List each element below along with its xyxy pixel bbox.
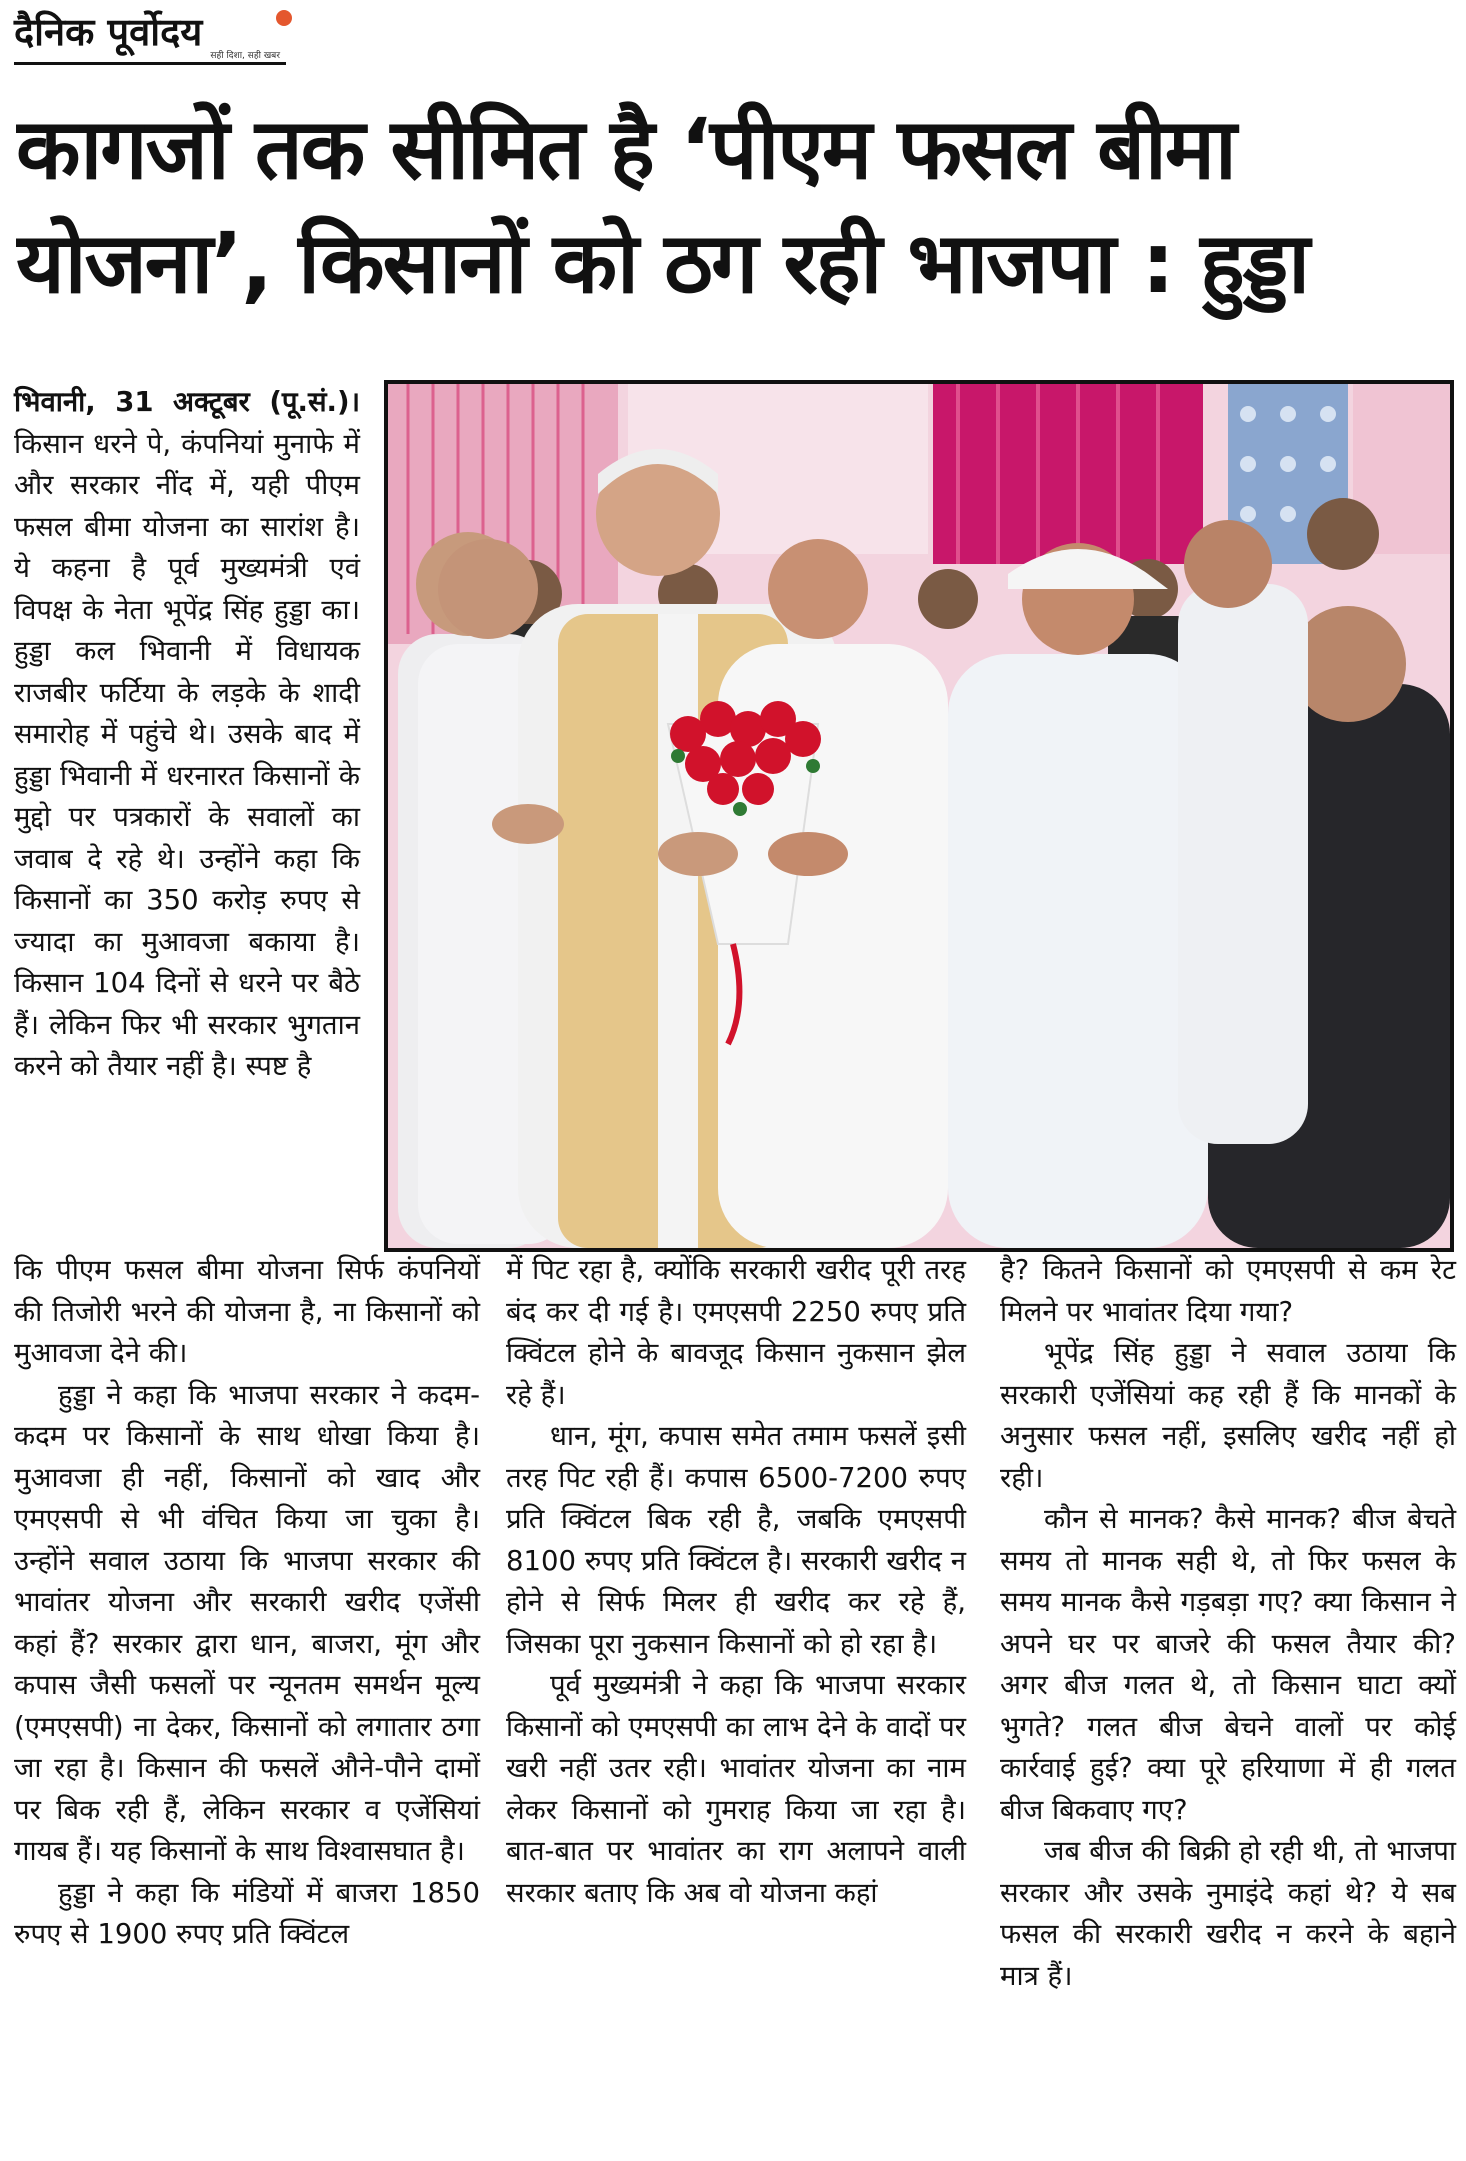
headline-line-2: योजना’, किसानों को ठग रही भाजपा : हुड्डा <box>16 214 1309 312</box>
article-paragraph: जब बीज की बिक्री हो रही थी, तो भाजपा सरकार और उसके नुमाइंदे कहां थे? ये सब फसल की सरकारी खरीद न करने के बहाने मात्र हैं। <box>1000 1835 1456 1992</box>
article-paragraph: में पिट रहा है, क्योंकि सरकारी खरीद पूरी तरह बंद कर दी गई है। एमएसपी 2250 रुपए प्रति क्विंटल होने के बावजूद किसान नुकसान झेल रहे हैं। <box>506 1254 966 1411</box>
masthead-logo-dot-icon <box>276 10 292 26</box>
article-paragraph: कौन से मानक? कैसे मानक? बीज बेचते समय तो मानक सही थे, तो फिर फसल के समय मानक कैसे गड़बड़ा गए? क्या किसान ने अपने घर पर बाजरे की फसल तैयार की? अगर बीज गलत थे, तो किसान घाटा क्यों भुगते? गलत बीज बेचने वालों पर कोई कार्रवाई हुई? क्या पूरे हरियाणा में ही गलत बीज बिकवाए गए? <box>1000 1503 1456 1826</box>
article-column-2 <box>14 1250 480 1956</box>
news-photo <box>384 380 1454 1252</box>
article-paragraph: कि पीएम फसल बीमा योजना सिर्फ कंपनियों की तिजोरी भरने की योजना है, ना किसानों को मुआवजा देने की। <box>14 1254 480 1369</box>
article-paragraph: है? कितने किसानों को एमएसपी से कम रेट मिलने पर भावांतर दिया गया? <box>1000 1254 1456 1328</box>
article-paragraph: पूर्व मुख्यमंत्री ने कहा कि भाजपा सरकार किसानों को एमएसपी का लाभ देने के वादों पर खरी नहीं उतर रही। भावांतर योजना का नाम लेकर किसानों को गुमराह किया जा रहा है। बात-बात पर भावांतर का राग अलापने वाली सरकार बताए कि अब वो योजना कहां <box>506 1669 966 1909</box>
masthead-tagline: सही दिशा, सही खबर <box>210 51 280 61</box>
article-paragraph: भूपेंद्र सिंह हुड्डा ने सवाल उठाया कि सरकारी एजेंसियां कह रही हैं कि मानकों के अनुसार फसल नहीं, इसलिए खरीद नहीं हो रही। <box>1000 1337 1456 1494</box>
masthead <box>14 6 286 70</box>
article-column-1 <box>14 382 360 1088</box>
photo-icon <box>388 384 1450 1248</box>
article-column-4 <box>1000 1250 1456 1997</box>
article-paragraph: हुड्डा ने कहा कि मंडियों में बाजरा 1850 रुपए से 1900 रुपए प्रति क्विंटल <box>14 1876 480 1950</box>
article-text: किसान धरने पे, कंपनियां मुनाफे में और सरकार नींद में, यही पीएम फसल बीमा योजना का सारांश है। ये कहना है पूर्व मुख्यमंत्री एवं विपक्ष के नेता भूपेंद्र सिंह हुड्डा का। हुड्डा कल भिवानी में विधायक राजबीर फर्टिया के लड़के के शादी समारोह में पहुंचे थे। उसके बाद में हुड्डा भिवानी में धरनारत किसानों के मुद्दो पर पत्रकारों के सवालों का जवाब दे रहे थे। उन्होंने कहा कि किसानों का 350 करोड़ रुपए से ज्यादा का मुआवजा बकाया है। किसान 104 दिनों से धरने पर बैठे हैं। लेकिन फिर भी सरकार भुगतान करने को तैयार नहीं है। स्पष्ट है <box>14 427 360 1082</box>
headline-line-1: कागजों तक सीमित है ‘पीएम फसल बीमा <box>16 100 1235 198</box>
dateline: भिवानी, 31 अक्टूबर (पू.सं.)। <box>14 386 360 418</box>
article-paragraph: हुड्डा ने कहा कि भाजपा सरकार ने कदम-कदम पर किसानों के साथ धोखा किया है। मुआवजा ही नहीं, किसानों को खाद और एमएसपी से भी वंचित किया जा चुका है। उन्होंने सवाल उठाया कि भाजपा सरकार की भावांतर योजना और सरकारी खरीद एजेंसी कहां हैं? सरकार द्वारा धान, बाजरा, मूंग और कपास जैसी फसलों पर न्यूनतम समर्थन मूल्य (एमएसपी) ना देकर, किसानों को लगातार ठगा जा रहा है। किसान की फसलें औने-पौने दामों पर बिक रही हैं, लेकिन सरकार व एजेंसियां गायब हैं। यह किसानों के साथ विश्वासघात है। <box>14 1378 480 1867</box>
article-paragraph <box>14 382 360 1088</box>
headline <box>16 92 1456 320</box>
article-column-3 <box>506 1250 966 1914</box>
masthead-rule <box>14 62 286 65</box>
masthead-title: दैनिक पूर्वोदय <box>14 10 203 54</box>
article-paragraph: धान, मूंग, कपास समेत तमाम फसलें इसी तरह पिट रही हैं। कपास 6500-7200 रुपए प्रति क्विंटल बिक रही है, जबकि एमएसपी 8100 रुपए प्रति क्विंटल है। सरकारी खरीद न होने से सिर्फ मिलर ही खरीद कर रहे हैं, जिसका पूरा नुकसान किसानों को हो रहा है। <box>506 1420 966 1660</box>
